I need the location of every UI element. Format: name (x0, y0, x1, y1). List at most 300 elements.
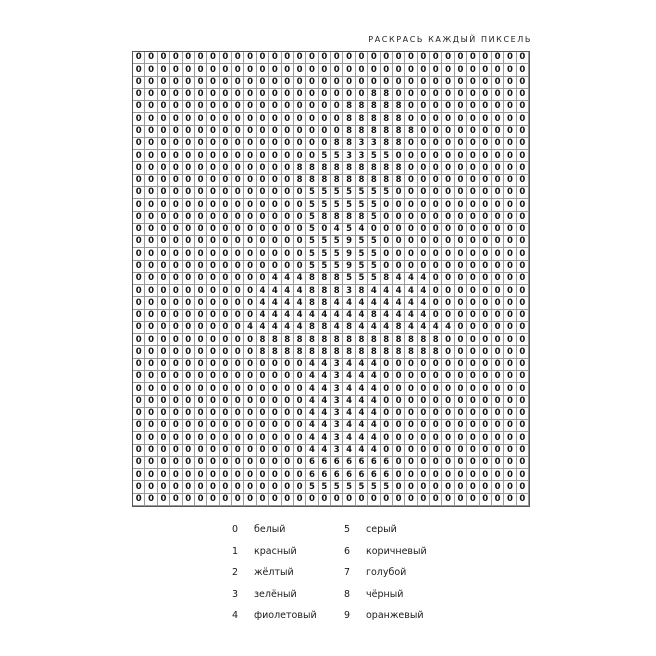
grid-cell[interactable]: 0 (244, 199, 256, 211)
grid-cell[interactable]: 0 (517, 494, 529, 506)
grid-cell[interactable]: 0 (418, 420, 430, 432)
grid-cell[interactable]: 0 (269, 408, 281, 420)
grid-cell[interactable]: 0 (220, 162, 232, 174)
grid-cell[interactable]: 0 (467, 383, 479, 395)
grid-cell[interactable]: 0 (170, 150, 182, 162)
grid-cell[interactable]: 4 (356, 322, 368, 334)
grid-cell[interactable]: 0 (393, 212, 405, 224)
grid-cell[interactable]: 0 (480, 175, 492, 187)
grid-cell[interactable]: 0 (183, 113, 195, 125)
grid-cell[interactable]: 5 (343, 199, 355, 211)
grid-cell[interactable]: 0 (158, 297, 170, 309)
grid-cell[interactable]: 0 (183, 138, 195, 150)
grid-cell[interactable]: 0 (430, 285, 442, 297)
grid-cell[interactable]: 0 (393, 248, 405, 260)
grid-cell[interactable]: 0 (455, 469, 467, 481)
grid-cell[interactable]: 0 (294, 77, 306, 89)
grid-cell[interactable]: 3 (331, 420, 343, 432)
grid-cell[interactable]: 0 (133, 52, 145, 64)
grid-cell[interactable]: 0 (232, 138, 244, 150)
grid-cell[interactable]: 0 (430, 224, 442, 236)
grid-cell[interactable]: 0 (467, 445, 479, 457)
grid-cell[interactable]: 0 (467, 150, 479, 162)
grid-cell[interactable]: 0 (418, 359, 430, 371)
grid-cell[interactable]: 0 (405, 77, 417, 89)
grid-cell[interactable]: 0 (183, 346, 195, 358)
grid-cell[interactable]: 0 (232, 310, 244, 322)
grid-cell[interactable]: 4 (430, 322, 442, 334)
grid-cell[interactable]: 0 (257, 359, 269, 371)
grid-cell[interactable]: 0 (393, 383, 405, 395)
grid-cell[interactable]: 0 (282, 371, 294, 383)
grid-cell[interactable]: 0 (504, 273, 516, 285)
grid-cell[interactable]: 0 (282, 457, 294, 469)
grid-cell[interactable]: 0 (504, 126, 516, 138)
grid-cell[interactable]: 0 (480, 236, 492, 248)
grid-cell[interactable]: 8 (306, 273, 318, 285)
grid-cell[interactable]: 0 (517, 236, 529, 248)
grid-cell[interactable]: 5 (319, 236, 331, 248)
grid-cell[interactable]: 0 (269, 371, 281, 383)
grid-cell[interactable]: 0 (294, 383, 306, 395)
grid-cell[interactable]: 0 (517, 138, 529, 150)
grid-cell[interactable]: 0 (183, 445, 195, 457)
grid-cell[interactable]: 0 (467, 138, 479, 150)
grid-cell[interactable]: 0 (492, 52, 504, 64)
grid-cell[interactable]: 0 (220, 334, 232, 346)
grid-cell[interactable]: 0 (195, 346, 207, 358)
grid-cell[interactable]: 8 (393, 113, 405, 125)
grid-cell[interactable]: 0 (207, 457, 219, 469)
grid-cell[interactable]: 0 (195, 212, 207, 224)
grid-cell[interactable]: 0 (195, 469, 207, 481)
grid-cell[interactable]: 0 (257, 89, 269, 101)
grid-cell[interactable]: 8 (282, 334, 294, 346)
grid-cell[interactable]: 8 (306, 162, 318, 174)
grid-cell[interactable]: 3 (343, 150, 355, 162)
grid-cell[interactable]: 0 (418, 113, 430, 125)
grid-cell[interactable]: 4 (343, 396, 355, 408)
grid-cell[interactable]: 0 (145, 199, 157, 211)
grid-cell[interactable]: 0 (442, 224, 454, 236)
grid-cell[interactable]: 0 (244, 126, 256, 138)
grid-cell[interactable]: 0 (207, 273, 219, 285)
grid-cell[interactable]: 0 (455, 77, 467, 89)
grid-cell[interactable]: 0 (269, 359, 281, 371)
grid-cell[interactable]: 3 (331, 432, 343, 444)
grid-cell[interactable]: 0 (133, 248, 145, 260)
grid-cell[interactable]: 0 (331, 113, 343, 125)
grid-cell[interactable]: 4 (269, 310, 281, 322)
grid-cell[interactable]: 4 (368, 297, 380, 309)
grid-cell[interactable]: 0 (158, 150, 170, 162)
grid-cell[interactable]: 0 (504, 224, 516, 236)
grid-cell[interactable]: 0 (145, 432, 157, 444)
grid-cell[interactable]: 0 (133, 371, 145, 383)
grid-cell[interactable]: 0 (183, 297, 195, 309)
grid-cell[interactable]: 0 (133, 64, 145, 76)
grid-cell[interactable]: 0 (294, 89, 306, 101)
grid-cell[interactable]: 0 (244, 224, 256, 236)
grid-cell[interactable]: 0 (282, 187, 294, 199)
grid-cell[interactable]: 0 (343, 89, 355, 101)
grid-cell[interactable]: 0 (257, 212, 269, 224)
grid-cell[interactable]: 0 (195, 162, 207, 174)
grid-cell[interactable]: 0 (381, 432, 393, 444)
grid-cell[interactable]: 0 (492, 113, 504, 125)
grid-cell[interactable]: 0 (195, 261, 207, 273)
grid-cell[interactable]: 0 (492, 64, 504, 76)
grid-cell[interactable]: 8 (343, 212, 355, 224)
grid-cell[interactable]: 0 (133, 126, 145, 138)
grid-cell[interactable]: 0 (492, 346, 504, 358)
grid-cell[interactable]: 0 (467, 420, 479, 432)
grid-cell[interactable]: 0 (306, 89, 318, 101)
grid-cell[interactable]: 8 (331, 212, 343, 224)
grid-cell[interactable]: 0 (244, 64, 256, 76)
grid-cell[interactable]: 0 (170, 64, 182, 76)
grid-cell[interactable]: 0 (269, 77, 281, 89)
grid-cell[interactable]: 0 (282, 64, 294, 76)
grid-cell[interactable]: 3 (331, 445, 343, 457)
grid-cell[interactable]: 0 (170, 224, 182, 236)
grid-cell[interactable]: 0 (504, 52, 516, 64)
grid-cell[interactable]: 0 (133, 261, 145, 273)
grid-cell[interactable]: 0 (220, 89, 232, 101)
grid-cell[interactable]: 8 (405, 334, 417, 346)
grid-cell[interactable]: 0 (170, 138, 182, 150)
grid-cell[interactable]: 0 (492, 150, 504, 162)
grid-cell[interactable]: 0 (492, 138, 504, 150)
grid-cell[interactable]: 0 (133, 199, 145, 211)
grid-cell[interactable]: 0 (442, 445, 454, 457)
grid-cell[interactable]: 0 (170, 322, 182, 334)
grid-cell[interactable]: 0 (294, 64, 306, 76)
grid-cell[interactable]: 0 (232, 261, 244, 273)
grid-cell[interactable]: 8 (319, 285, 331, 297)
grid-cell[interactable]: 0 (220, 371, 232, 383)
grid-cell[interactable]: 0 (319, 101, 331, 113)
grid-cell[interactable]: 0 (467, 285, 479, 297)
grid-cell[interactable]: 0 (133, 187, 145, 199)
grid-cell[interactable]: 0 (158, 346, 170, 358)
grid-cell[interactable]: 5 (368, 273, 380, 285)
grid-cell[interactable]: 0 (492, 334, 504, 346)
grid-cell[interactable]: 0 (207, 199, 219, 211)
grid-cell[interactable]: 0 (183, 383, 195, 395)
grid-cell[interactable]: 0 (257, 420, 269, 432)
grid-cell[interactable]: 0 (504, 285, 516, 297)
grid-cell[interactable]: 0 (220, 346, 232, 358)
grid-cell[interactable]: 0 (480, 396, 492, 408)
grid-cell[interactable]: 0 (442, 89, 454, 101)
grid-cell[interactable]: 6 (381, 469, 393, 481)
grid-cell[interactable]: 0 (145, 236, 157, 248)
grid-cell[interactable]: 0 (430, 383, 442, 395)
grid-cell[interactable]: 0 (368, 224, 380, 236)
grid-cell[interactable]: 0 (430, 432, 442, 444)
grid-cell[interactable]: 0 (220, 126, 232, 138)
grid-cell[interactable]: 0 (504, 101, 516, 113)
grid-cell[interactable]: 0 (145, 113, 157, 125)
grid-cell[interactable]: 0 (480, 346, 492, 358)
grid-cell[interactable]: 4 (381, 322, 393, 334)
grid-cell[interactable]: 0 (244, 383, 256, 395)
grid-cell[interactable]: 4 (294, 322, 306, 334)
grid-cell[interactable]: 4 (368, 285, 380, 297)
grid-cell[interactable]: 0 (232, 445, 244, 457)
grid-cell[interactable]: 0 (294, 52, 306, 64)
grid-cell[interactable]: 4 (294, 310, 306, 322)
grid-cell[interactable]: 4 (319, 408, 331, 420)
grid-cell[interactable]: 0 (480, 113, 492, 125)
grid-cell[interactable]: 0 (207, 248, 219, 260)
grid-cell[interactable]: 0 (220, 457, 232, 469)
grid-cell[interactable]: 0 (282, 494, 294, 506)
grid-cell[interactable]: 0 (133, 494, 145, 506)
grid-cell[interactable]: 0 (183, 371, 195, 383)
grid-cell[interactable]: 0 (405, 64, 417, 76)
grid-cell[interactable]: 0 (158, 236, 170, 248)
grid-cell[interactable]: 0 (418, 445, 430, 457)
grid-cell[interactable]: 0 (133, 89, 145, 101)
grid-cell[interactable]: 0 (331, 52, 343, 64)
grid-cell[interactable]: 0 (207, 396, 219, 408)
grid-cell[interactable]: 0 (455, 175, 467, 187)
grid-cell[interactable]: 6 (319, 469, 331, 481)
grid-cell[interactable]: 5 (319, 481, 331, 493)
grid-cell[interactable]: 4 (393, 273, 405, 285)
grid-cell[interactable]: 0 (170, 457, 182, 469)
grid-cell[interactable]: 0 (480, 310, 492, 322)
grid-cell[interactable]: 0 (430, 52, 442, 64)
grid-cell[interactable]: 0 (232, 359, 244, 371)
grid-cell[interactable]: 0 (145, 138, 157, 150)
grid-cell[interactable]: 0 (282, 261, 294, 273)
grid-cell[interactable]: 4 (306, 396, 318, 408)
grid-cell[interactable]: 5 (381, 187, 393, 199)
grid-cell[interactable]: 8 (319, 162, 331, 174)
grid-cell[interactable]: 8 (393, 334, 405, 346)
grid-cell[interactable]: 0 (517, 89, 529, 101)
grid-cell[interactable]: 3 (368, 138, 380, 150)
grid-cell[interactable]: 0 (343, 494, 355, 506)
grid-cell[interactable]: 0 (393, 457, 405, 469)
grid-cell[interactable]: 0 (294, 359, 306, 371)
grid-cell[interactable]: 4 (405, 310, 417, 322)
grid-cell[interactable]: 3 (331, 396, 343, 408)
grid-cell[interactable]: 0 (480, 261, 492, 273)
grid-cell[interactable]: 8 (368, 113, 380, 125)
grid-cell[interactable]: 0 (467, 346, 479, 358)
grid-cell[interactable]: 0 (418, 432, 430, 444)
grid-cell[interactable]: 0 (170, 101, 182, 113)
grid-cell[interactable]: 0 (504, 420, 516, 432)
grid-cell[interactable]: 0 (368, 494, 380, 506)
grid-cell[interactable]: 0 (232, 77, 244, 89)
grid-cell[interactable]: 0 (257, 248, 269, 260)
grid-cell[interactable]: 8 (319, 297, 331, 309)
grid-cell[interactable]: 0 (455, 113, 467, 125)
grid-cell[interactable]: 0 (220, 138, 232, 150)
grid-cell[interactable]: 0 (393, 236, 405, 248)
grid-cell[interactable]: 0 (517, 396, 529, 408)
grid-cell[interactable]: 0 (244, 396, 256, 408)
grid-cell[interactable]: 0 (282, 52, 294, 64)
grid-cell[interactable]: 8 (356, 346, 368, 358)
grid-cell[interactable]: 0 (133, 396, 145, 408)
grid-cell[interactable]: 0 (442, 420, 454, 432)
grid-cell[interactable]: 0 (282, 77, 294, 89)
grid-cell[interactable]: 0 (195, 371, 207, 383)
grid-cell[interactable]: 0 (294, 212, 306, 224)
grid-cell[interactable]: 3 (331, 359, 343, 371)
grid-cell[interactable]: 0 (455, 383, 467, 395)
grid-cell[interactable]: 0 (207, 89, 219, 101)
grid-cell[interactable]: 8 (257, 346, 269, 358)
grid-cell[interactable]: 0 (319, 224, 331, 236)
grid-cell[interactable]: 0 (282, 396, 294, 408)
grid-cell[interactable]: 0 (418, 162, 430, 174)
grid-cell[interactable]: 4 (368, 396, 380, 408)
grid-cell[interactable]: 0 (195, 236, 207, 248)
grid-cell[interactable]: 0 (504, 383, 516, 395)
grid-cell[interactable]: 0 (170, 371, 182, 383)
grid-cell[interactable]: 0 (442, 334, 454, 346)
grid-cell[interactable]: 8 (343, 334, 355, 346)
grid-cell[interactable]: 4 (257, 285, 269, 297)
grid-cell[interactable]: 0 (442, 494, 454, 506)
grid-cell[interactable]: 0 (294, 138, 306, 150)
grid-cell[interactable]: 8 (343, 346, 355, 358)
grid-cell[interactable]: 0 (232, 420, 244, 432)
grid-cell[interactable]: 0 (207, 346, 219, 358)
grid-cell[interactable]: 0 (145, 297, 157, 309)
grid-cell[interactable]: 0 (170, 494, 182, 506)
grid-cell[interactable]: 0 (207, 113, 219, 125)
grid-cell[interactable]: 0 (430, 113, 442, 125)
grid-cell[interactable]: 0 (294, 420, 306, 432)
grid-cell[interactable]: 0 (220, 432, 232, 444)
grid-cell[interactable]: 5 (331, 261, 343, 273)
grid-cell[interactable]: 0 (442, 101, 454, 113)
grid-cell[interactable]: 0 (220, 310, 232, 322)
grid-cell[interactable]: 4 (306, 408, 318, 420)
grid-cell[interactable]: 0 (504, 469, 516, 481)
grid-cell[interactable]: 0 (504, 322, 516, 334)
grid-cell[interactable]: 5 (306, 481, 318, 493)
grid-cell[interactable]: 0 (145, 310, 157, 322)
grid-cell[interactable]: 0 (467, 310, 479, 322)
grid-cell[interactable]: 0 (430, 457, 442, 469)
grid-cell[interactable]: 0 (294, 248, 306, 260)
grid-cell[interactable]: 0 (207, 481, 219, 493)
grid-cell[interactable]: 0 (207, 162, 219, 174)
grid-cell[interactable]: 0 (306, 101, 318, 113)
grid-cell[interactable]: 0 (455, 432, 467, 444)
grid-cell[interactable]: 0 (170, 187, 182, 199)
grid-cell[interactable]: 8 (356, 126, 368, 138)
grid-cell[interactable]: 0 (442, 396, 454, 408)
grid-cell[interactable]: 0 (405, 481, 417, 493)
grid-cell[interactable]: 5 (368, 236, 380, 248)
grid-cell[interactable]: 0 (319, 113, 331, 125)
grid-cell[interactable]: 0 (517, 285, 529, 297)
grid-cell[interactable]: 0 (418, 371, 430, 383)
grid-cell[interactable]: 6 (331, 457, 343, 469)
grid-cell[interactable]: 5 (319, 248, 331, 260)
grid-cell[interactable]: 0 (504, 261, 516, 273)
grid-cell[interactable]: 0 (133, 162, 145, 174)
grid-cell[interactable]: 0 (418, 138, 430, 150)
grid-cell[interactable]: 0 (517, 297, 529, 309)
grid-cell[interactable]: 8 (319, 334, 331, 346)
grid-cell[interactable]: 8 (368, 101, 380, 113)
grid-cell[interactable]: 0 (133, 175, 145, 187)
grid-cell[interactable]: 0 (480, 126, 492, 138)
grid-cell[interactable]: 0 (244, 187, 256, 199)
grid-cell[interactable]: 0 (133, 77, 145, 89)
grid-cell[interactable]: 0 (207, 432, 219, 444)
grid-cell[interactable]: 0 (467, 187, 479, 199)
grid-cell[interactable]: 0 (306, 150, 318, 162)
grid-cell[interactable]: 8 (381, 126, 393, 138)
grid-cell[interactable]: 0 (207, 126, 219, 138)
grid-cell[interactable]: 0 (232, 52, 244, 64)
grid-cell[interactable]: 4 (306, 445, 318, 457)
grid-cell[interactable]: 8 (368, 334, 380, 346)
grid-cell[interactable]: 4 (294, 285, 306, 297)
grid-cell[interactable]: 0 (517, 175, 529, 187)
grid-cell[interactable]: 0 (405, 224, 417, 236)
grid-cell[interactable]: 0 (282, 89, 294, 101)
grid-cell[interactable]: 0 (282, 408, 294, 420)
grid-cell[interactable]: 0 (393, 371, 405, 383)
grid-cell[interactable]: 0 (442, 150, 454, 162)
grid-cell[interactable]: 0 (455, 457, 467, 469)
grid-cell[interactable]: 4 (319, 396, 331, 408)
grid-cell[interactable]: 5 (331, 199, 343, 211)
grid-cell[interactable]: 4 (331, 310, 343, 322)
grid-cell[interactable]: 0 (442, 359, 454, 371)
grid-cell[interactable]: 0 (504, 113, 516, 125)
grid-cell[interactable]: 0 (294, 199, 306, 211)
grid-cell[interactable]: 0 (294, 432, 306, 444)
grid-cell[interactable]: 0 (207, 469, 219, 481)
grid-cell[interactable]: 0 (170, 310, 182, 322)
grid-cell[interactable]: 0 (269, 162, 281, 174)
grid-cell[interactable]: 0 (170, 285, 182, 297)
grid-cell[interactable]: 0 (133, 346, 145, 358)
grid-cell[interactable]: 0 (158, 187, 170, 199)
grid-cell[interactable]: 0 (220, 285, 232, 297)
grid-cell[interactable]: 5 (306, 224, 318, 236)
grid-cell[interactable]: 0 (504, 310, 516, 322)
grid-cell[interactable]: 0 (306, 126, 318, 138)
grid-cell[interactable]: 0 (195, 383, 207, 395)
grid-cell[interactable]: 0 (170, 236, 182, 248)
grid-cell[interactable]: 0 (504, 248, 516, 260)
grid-cell[interactable]: 6 (306, 469, 318, 481)
grid-cell[interactable]: 0 (195, 52, 207, 64)
grid-cell[interactable]: 0 (232, 469, 244, 481)
grid-cell[interactable]: 0 (282, 162, 294, 174)
grid-cell[interactable]: 0 (517, 162, 529, 174)
grid-cell[interactable]: 0 (195, 101, 207, 113)
grid-cell[interactable]: 4 (269, 285, 281, 297)
grid-cell[interactable]: 0 (442, 64, 454, 76)
grid-cell[interactable]: 0 (504, 138, 516, 150)
